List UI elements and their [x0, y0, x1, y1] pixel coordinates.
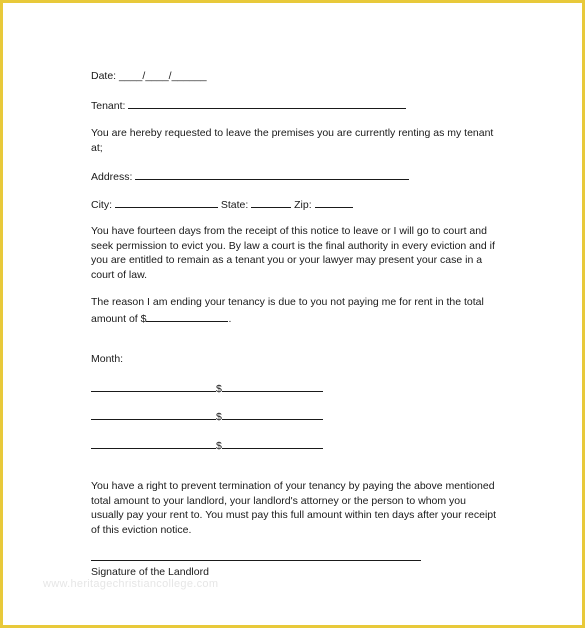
intro-paragraph: You are hereby requested to leave the premises you are currently renting as my tenant at;: [91, 127, 494, 154]
currency-sign: $: [216, 411, 222, 423]
date-blank-3: ______: [171, 70, 207, 82]
month-blank: [91, 437, 216, 449]
tenant-blank: [128, 97, 406, 109]
month-label: Month:: [91, 353, 124, 365]
signature-label: Signature of the Landlord: [91, 566, 209, 578]
amount-blank: [222, 437, 323, 449]
zip-label: Zip:: [294, 199, 312, 211]
date-blank-1: ____: [119, 70, 143, 82]
reason-paragraph: [91, 295, 501, 326]
month-row: [91, 380, 323, 397]
amount-blank: [222, 380, 323, 392]
address-blank: [135, 168, 409, 180]
city-blank: [115, 196, 218, 208]
address-line: [91, 168, 409, 185]
amount-blank: [146, 310, 228, 322]
signature-line: [91, 560, 421, 561]
date-separator-1: /: [142, 70, 146, 82]
tenant-label: Tenant:: [91, 100, 126, 112]
right-paragraph: You have a right to prevent termination of your tenancy by paying the above mentioned total amount to your landlord, your landlord's attorney or the person to whom you usually pay your rent to. You must pay this full amount within ten days after your receipt of this eviction notice.: [91, 480, 497, 536]
date-separator-2: /: [168, 70, 172, 82]
reason-text: The reason I am ending your tenancy is due to you not paying me for rent in the total amount of $: [91, 296, 484, 325]
currency-sign: $: [216, 383, 222, 395]
reason-end: .: [228, 312, 232, 325]
month-blank: [91, 408, 216, 420]
address-label: Address:: [91, 171, 133, 183]
amount-blank: [222, 408, 323, 420]
date-blank-2: ____: [145, 70, 169, 82]
tenant-line: [91, 97, 406, 114]
date-label: Date:: [91, 70, 117, 82]
watermark: www.heritagechristiancollege.com: [43, 578, 219, 590]
date-line: [91, 69, 207, 84]
city-state-zip-line: [91, 196, 353, 213]
zip-blank: [315, 196, 353, 208]
currency-sign: $: [216, 440, 222, 452]
state-label: State:: [220, 199, 249, 211]
city-label: City:: [91, 199, 112, 211]
state-blank: [251, 196, 291, 208]
month-row: [91, 408, 323, 425]
month-blank: [91, 380, 216, 392]
month-row: [91, 437, 323, 454]
notice-paragraph: You have fourteen days from the receipt of this notice to leave or I will go to court and seek permission to evict you. By law a court is the final authority in every eviction and if you are entitled to remain as a tenant you or your lawyer may present your case in a court of law.: [91, 225, 495, 281]
